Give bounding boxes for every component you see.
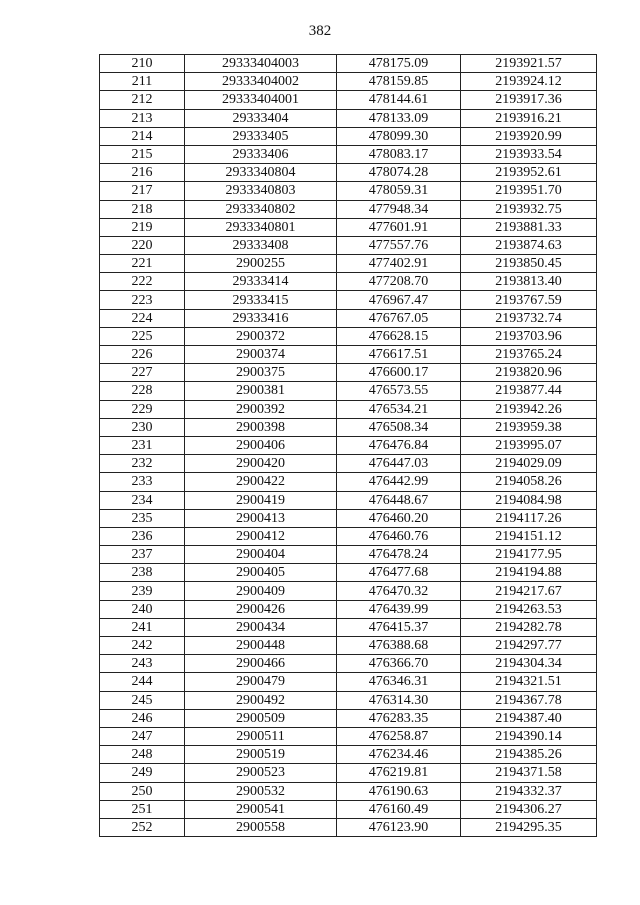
row-number-cell: 213: [100, 109, 185, 127]
point-id-cell: 2900422: [185, 473, 337, 491]
table-row: [100, 527, 597, 545]
table-row: [100, 709, 597, 727]
point-id-cell: 29333414: [185, 273, 337, 291]
row-number-cell: 241: [100, 618, 185, 636]
x-coordinate-cell: 476628.15: [337, 327, 461, 345]
x-coordinate-cell: 476388.68: [337, 637, 461, 655]
table-row: [100, 800, 597, 818]
point-id-cell: 29333408: [185, 236, 337, 254]
table-row: [100, 782, 597, 800]
y-coordinate-cell: 2194282.78: [461, 618, 597, 636]
y-coordinate-cell: 2194263.53: [461, 600, 597, 618]
y-coordinate-cell: 2193732.74: [461, 309, 597, 327]
y-coordinate-cell: 2193881.33: [461, 218, 597, 236]
table-row: [100, 764, 597, 782]
table-row: [100, 236, 597, 254]
row-number-cell: 211: [100, 73, 185, 91]
point-id-cell: 2900381: [185, 382, 337, 400]
point-id-cell: 29333415: [185, 291, 337, 309]
x-coordinate-cell: 476258.87: [337, 727, 461, 745]
row-number-cell: 218: [100, 200, 185, 218]
x-coordinate-cell: 476460.20: [337, 509, 461, 527]
table-row: [100, 145, 597, 163]
y-coordinate-cell: 2193933.54: [461, 145, 597, 163]
table-row: [100, 309, 597, 327]
point-id-cell: 2900419: [185, 491, 337, 509]
row-number-cell: 221: [100, 255, 185, 273]
x-coordinate-cell: 478175.09: [337, 55, 461, 73]
row-number-cell: 225: [100, 327, 185, 345]
table-row: [100, 327, 597, 345]
table-row: [100, 218, 597, 236]
y-coordinate-cell: 2193924.12: [461, 73, 597, 91]
y-coordinate-cell: 2194390.14: [461, 727, 597, 745]
x-coordinate-cell: 476346.31: [337, 673, 461, 691]
row-number-cell: 234: [100, 491, 185, 509]
row-number-cell: 219: [100, 218, 185, 236]
point-id-cell: 2900372: [185, 327, 337, 345]
table-row: [100, 418, 597, 436]
table-row: [100, 564, 597, 582]
row-number-cell: 230: [100, 418, 185, 436]
x-coordinate-cell: 477557.76: [337, 236, 461, 254]
table-row: [100, 200, 597, 218]
y-coordinate-cell: 2193703.96: [461, 327, 597, 345]
table-row: [100, 818, 597, 836]
point-id-cell: 2900541: [185, 800, 337, 818]
table-row: [100, 600, 597, 618]
table-row: [100, 473, 597, 491]
point-id-cell: 2933340803: [185, 182, 337, 200]
table-body: [100, 55, 597, 837]
table-row: [100, 746, 597, 764]
row-number-cell: 250: [100, 782, 185, 800]
x-coordinate-cell: 476476.84: [337, 436, 461, 454]
x-coordinate-cell: 476219.81: [337, 764, 461, 782]
table-row: [100, 400, 597, 418]
x-coordinate-cell: 478083.17: [337, 145, 461, 163]
y-coordinate-cell: 2194306.27: [461, 800, 597, 818]
y-coordinate-cell: 2194084.98: [461, 491, 597, 509]
y-coordinate-cell: 2193820.96: [461, 364, 597, 382]
x-coordinate-cell: 476573.55: [337, 382, 461, 400]
x-coordinate-cell: 478074.28: [337, 164, 461, 182]
point-id-cell: 2933340802: [185, 200, 337, 218]
y-coordinate-cell: 2194151.12: [461, 527, 597, 545]
point-id-cell: 2900412: [185, 527, 337, 545]
row-number-cell: 247: [100, 727, 185, 745]
x-coordinate-cell: 476415.37: [337, 618, 461, 636]
y-coordinate-cell: 2194058.26: [461, 473, 597, 491]
row-number-cell: 216: [100, 164, 185, 182]
table-row: [100, 164, 597, 182]
y-coordinate-cell: 2194029.09: [461, 455, 597, 473]
page-number: 382: [308, 23, 332, 39]
row-number-cell: 237: [100, 546, 185, 564]
x-coordinate-cell: 476448.67: [337, 491, 461, 509]
point-id-cell: 2900532: [185, 782, 337, 800]
row-number-cell: 220: [100, 236, 185, 254]
row-number-cell: 236: [100, 527, 185, 545]
table-row: [100, 509, 597, 527]
table-row: [100, 291, 597, 309]
x-coordinate-cell: 477208.70: [337, 273, 461, 291]
y-coordinate-cell: 2193767.59: [461, 291, 597, 309]
point-id-cell: 2900374: [185, 346, 337, 364]
row-number-cell: 229: [100, 400, 185, 418]
table-row: [100, 436, 597, 454]
row-number-cell: 212: [100, 91, 185, 109]
point-id-cell: 2900448: [185, 637, 337, 655]
table-row: [100, 273, 597, 291]
point-id-cell: 2900492: [185, 691, 337, 709]
point-id-cell: 29333404003: [185, 55, 337, 73]
table-row: [100, 455, 597, 473]
row-number-cell: 214: [100, 127, 185, 145]
y-coordinate-cell: 2193959.38: [461, 418, 597, 436]
table-row: [100, 346, 597, 364]
table-row: [100, 73, 597, 91]
x-coordinate-cell: 476190.63: [337, 782, 461, 800]
y-coordinate-cell: 2193917.36: [461, 91, 597, 109]
row-number-cell: 217: [100, 182, 185, 200]
x-coordinate-cell: 476283.35: [337, 709, 461, 727]
point-id-cell: 2900558: [185, 818, 337, 836]
x-coordinate-cell: 477402.91: [337, 255, 461, 273]
point-id-cell: 2900398: [185, 418, 337, 436]
row-number-cell: 222: [100, 273, 185, 291]
table-row: [100, 727, 597, 745]
x-coordinate-cell: 476477.68: [337, 564, 461, 582]
x-coordinate-cell: 478144.61: [337, 91, 461, 109]
row-number-cell: 249: [100, 764, 185, 782]
y-coordinate-cell: 2193765.24: [461, 346, 597, 364]
x-coordinate-cell: 476366.70: [337, 655, 461, 673]
x-coordinate-cell: 476508.34: [337, 418, 461, 436]
y-coordinate-cell: 2193916.21: [461, 109, 597, 127]
point-id-cell: 29333404001: [185, 91, 337, 109]
row-number-cell: 244: [100, 673, 185, 691]
x-coordinate-cell: 476314.30: [337, 691, 461, 709]
y-coordinate-cell: 2194321.51: [461, 673, 597, 691]
x-coordinate-cell: 476160.49: [337, 800, 461, 818]
row-number-cell: 252: [100, 818, 185, 836]
x-coordinate-cell: 476478.24: [337, 546, 461, 564]
table-row: [100, 655, 597, 673]
y-coordinate-cell: 2194387.40: [461, 709, 597, 727]
point-id-cell: 2900509: [185, 709, 337, 727]
row-number-cell: 210: [100, 55, 185, 73]
point-id-cell: 2900523: [185, 764, 337, 782]
point-id-cell: 2900426: [185, 600, 337, 618]
table-row: [100, 582, 597, 600]
row-number-cell: 232: [100, 455, 185, 473]
point-id-cell: 2900519: [185, 746, 337, 764]
x-coordinate-cell: 476967.47: [337, 291, 461, 309]
x-coordinate-cell: 476460.76: [337, 527, 461, 545]
point-id-cell: 2900404: [185, 546, 337, 564]
table-row: [100, 491, 597, 509]
row-number-cell: 215: [100, 145, 185, 163]
point-id-cell: 29333416: [185, 309, 337, 327]
table-row: [100, 91, 597, 109]
row-number-cell: 251: [100, 800, 185, 818]
point-id-cell: 29333404002: [185, 73, 337, 91]
x-coordinate-cell: 476447.03: [337, 455, 461, 473]
x-coordinate-cell: 477601.91: [337, 218, 461, 236]
row-number-cell: 243: [100, 655, 185, 673]
x-coordinate-cell: 478059.31: [337, 182, 461, 200]
row-number-cell: 239: [100, 582, 185, 600]
y-coordinate-cell: 2193877.44: [461, 382, 597, 400]
y-coordinate-cell: 2193942.26: [461, 400, 597, 418]
y-coordinate-cell: 2193952.61: [461, 164, 597, 182]
y-coordinate-cell: 2193995.07: [461, 436, 597, 454]
y-coordinate-cell: 2193951.70: [461, 182, 597, 200]
x-coordinate-cell: 476470.32: [337, 582, 461, 600]
table-row: [100, 182, 597, 200]
row-number-cell: 235: [100, 509, 185, 527]
table-row: [100, 637, 597, 655]
y-coordinate-cell: 2193813.40: [461, 273, 597, 291]
y-coordinate-cell: 2194217.67: [461, 582, 597, 600]
table-row: [100, 382, 597, 400]
row-number-cell: 233: [100, 473, 185, 491]
x-coordinate-cell: 476617.51: [337, 346, 461, 364]
point-id-cell: 2900406: [185, 436, 337, 454]
x-coordinate-cell: 478159.85: [337, 73, 461, 91]
y-coordinate-cell: 2194194.88: [461, 564, 597, 582]
row-number-cell: 245: [100, 691, 185, 709]
row-number-cell: 226: [100, 346, 185, 364]
row-number-cell: 242: [100, 637, 185, 655]
x-coordinate-cell: 477948.34: [337, 200, 461, 218]
x-coordinate-cell: 476534.21: [337, 400, 461, 418]
row-number-cell: 246: [100, 709, 185, 727]
row-number-cell: 248: [100, 746, 185, 764]
point-id-cell: 2900255: [185, 255, 337, 273]
y-coordinate-cell: 2194385.26: [461, 746, 597, 764]
y-coordinate-cell: 2193932.75: [461, 200, 597, 218]
row-number-cell: 240: [100, 600, 185, 618]
point-id-cell: 29333405: [185, 127, 337, 145]
point-id-cell: 2900434: [185, 618, 337, 636]
x-coordinate-cell: 476439.99: [337, 600, 461, 618]
table-row: [100, 546, 597, 564]
x-coordinate-cell: 476600.17: [337, 364, 461, 382]
table-row: [100, 109, 597, 127]
y-coordinate-cell: 2194177.95: [461, 546, 597, 564]
y-coordinate-cell: 2193920.99: [461, 127, 597, 145]
x-coordinate-cell: 476234.46: [337, 746, 461, 764]
y-coordinate-cell: 2194117.26: [461, 509, 597, 527]
point-id-cell: 2900511: [185, 727, 337, 745]
table-row: [100, 618, 597, 636]
x-coordinate-cell: 478133.09: [337, 109, 461, 127]
point-id-cell: 2900392: [185, 400, 337, 418]
y-coordinate-cell: 2193850.45: [461, 255, 597, 273]
y-coordinate-cell: 2193921.57: [461, 55, 597, 73]
row-number-cell: 238: [100, 564, 185, 582]
point-id-cell: 29333406: [185, 145, 337, 163]
x-coordinate-cell: 476123.90: [337, 818, 461, 836]
table-row: [100, 691, 597, 709]
y-coordinate-cell: 2194371.58: [461, 764, 597, 782]
y-coordinate-cell: 2194304.34: [461, 655, 597, 673]
point-id-cell: 2900466: [185, 655, 337, 673]
row-number-cell: 223: [100, 291, 185, 309]
table-row: [100, 55, 597, 73]
x-coordinate-cell: 476767.05: [337, 309, 461, 327]
point-id-cell: 2900420: [185, 455, 337, 473]
y-coordinate-cell: 2194367.78: [461, 691, 597, 709]
point-id-cell: 2900479: [185, 673, 337, 691]
row-number-cell: 231: [100, 436, 185, 454]
y-coordinate-cell: 2194295.35: [461, 818, 597, 836]
point-id-cell: 29333404: [185, 109, 337, 127]
table-row: [100, 127, 597, 145]
x-coordinate-cell: 476442.99: [337, 473, 461, 491]
table-row: [100, 255, 597, 273]
y-coordinate-cell: 2193874.63: [461, 236, 597, 254]
row-number-cell: 224: [100, 309, 185, 327]
table-row: [100, 673, 597, 691]
point-id-cell: 2900413: [185, 509, 337, 527]
point-id-cell: 2933340804: [185, 164, 337, 182]
y-coordinate-cell: 2194297.77: [461, 637, 597, 655]
row-number-cell: 227: [100, 364, 185, 382]
coordinates-table: [99, 54, 597, 837]
point-id-cell: 2900375: [185, 364, 337, 382]
table-row: [100, 364, 597, 382]
point-id-cell: 2900405: [185, 564, 337, 582]
row-number-cell: 228: [100, 382, 185, 400]
point-id-cell: 2933340801: [185, 218, 337, 236]
y-coordinate-cell: 2194332.37: [461, 782, 597, 800]
x-coordinate-cell: 478099.30: [337, 127, 461, 145]
point-id-cell: 2900409: [185, 582, 337, 600]
